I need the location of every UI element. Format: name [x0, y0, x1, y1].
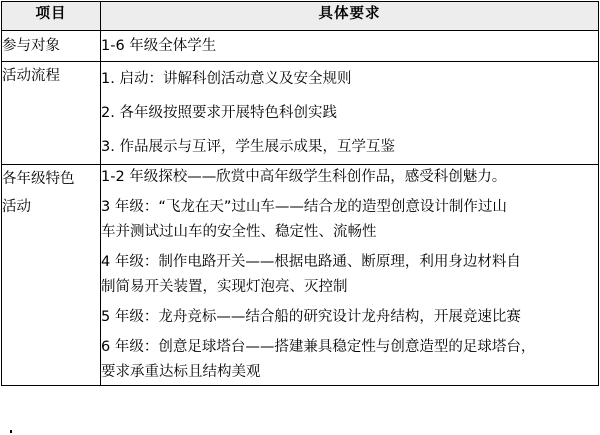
paragraph-mark: [10, 430, 12, 433]
row-process: [2, 62, 599, 165]
grade-5-line: 5 年级：龙舟竞标——结合船的研究设计龙舟结构，开展竞速比赛: [101, 308, 521, 325]
content-line: 1-6 年级全体学生: [101, 37, 217, 54]
grade-4-line-2: 制简易开关装置，实现灯泡亮、灭控制: [101, 279, 348, 296]
row-participants: [2, 31, 599, 62]
process-step-3: 3. 作品展示与互评，学生展示成果，互学互鉴: [101, 139, 395, 155]
process-step-2: 2. 各年级按照要求开展特色科创实践: [101, 105, 337, 121]
grade-4-line-1: 4 年级：制作电路开关——根据电路通、断原理，利用身边材料自: [101, 253, 521, 270]
header-row: [2, 2, 599, 31]
row-label-participants: 参与对象: [2, 31, 101, 62]
grade-3-line-2: 车并测试过山车的安全性、稳定性、流畅性: [101, 224, 377, 241]
grade-6-line-1: 6 年级：创意足球塔台——搭建兼具稳定性与创意造型的足球塔台，: [101, 338, 536, 355]
row-label-grade-activities: [2, 165, 101, 386]
row-content-process: [101, 62, 599, 165]
header-requirements: 具体要求: [101, 2, 599, 31]
row-grade-activities: [2, 165, 599, 386]
row-content-participants: [101, 31, 599, 62]
grade-1-2-line: 1-2 年级探校——欣赏中高年级学生科创作品，感受科创魅力。: [101, 169, 507, 185]
grade-3-line-1: 3 年级：“飞龙在天”过山车——结合龙的造型创意设计制作过山: [101, 198, 507, 215]
requirements-table: [1, 1, 599, 386]
process-step-1: 1. 启动：讲解科创活动意义及安全规则: [101, 71, 352, 87]
row-content-grade-activities: [101, 165, 599, 386]
row-label-line-1: 各年级特色: [2, 171, 75, 187]
row-label-process: 活动流程: [2, 62, 101, 165]
row-label-line-2: 活动: [2, 199, 31, 215]
header-item: 项目: [2, 2, 101, 31]
grade-6-line-2: 要求承重达标且结构美观: [101, 364, 261, 381]
